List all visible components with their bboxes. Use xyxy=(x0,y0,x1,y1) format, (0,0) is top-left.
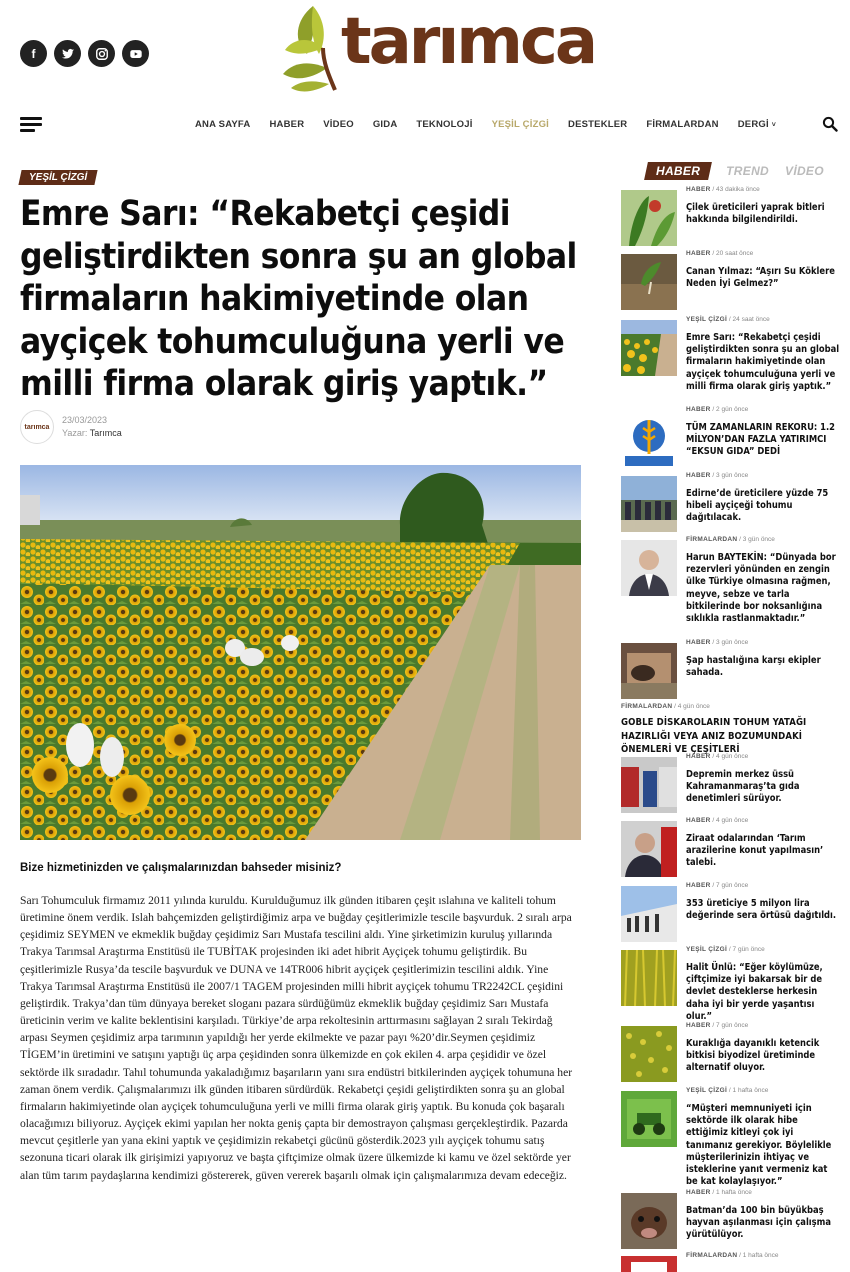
social-links xyxy=(20,40,149,67)
item-title[interactable]: “Müşteri memnuniyeti için sektörde ilk olarak hibe ettiğimiz kitleyi çok iyi tanımanız gerekiyor. Böylelikle müşterilerinizin ihtiyaç ve isteklerine yanıt vermeniz kat be kat kolaylaşıyor.” xyxy=(686,1103,832,1188)
author-label: Yazar: xyxy=(62,428,88,438)
item-title[interactable]: GOBLE DİSKAROLARIN TOHUM YATAĞI HAZIRLIĞI VEYA ANIZ BOZUMUNDAKİ ÖNEMLERİ VE ÇEŞİTLERİ xyxy=(621,717,807,755)
sidebar-tabs xyxy=(646,162,840,180)
twitter-icon[interactable] xyxy=(54,40,81,67)
item-time: 7 gün önce xyxy=(716,1022,749,1029)
site-logo[interactable] xyxy=(283,2,596,94)
item-title[interactable]: Halit Ünlü: “Eğer köylümüze, çiftçimize iyi bakarsak bir de devlet desteklerse herkesin daha iyi bir yerde yaşantısı olur.” xyxy=(686,962,823,1022)
logo-wordmark: tarımca xyxy=(341,5,596,79)
item-title[interactable]: TÜM ZAMANLARIN REKORU: 1.2 MİLYON’DAN FAZLA YATIRIMCI “EKSUN GIDA” DEDİ xyxy=(686,422,835,458)
news-thumbnail[interactable] xyxy=(621,1091,677,1147)
search-icon[interactable] xyxy=(822,116,838,132)
news-thumbnail[interactable] xyxy=(621,190,677,246)
nav-item-gida[interactable]: GIDA xyxy=(372,119,398,130)
item-title[interactable]: Şap hastalığına karşı ekipler sahada. xyxy=(686,655,821,679)
item-time: 3 gün önce xyxy=(716,639,749,646)
news-thumbnail[interactable] xyxy=(621,320,677,376)
item-title[interactable]: Harun BAYTEKİN: “Dünyada bor rezervleri yönünden en zengin ülke Türkiye olmasına rağmen, meyve, sebze ve tarla bitkilerinde bor noksanlığına sıklıkla rastlanmaktadır.” xyxy=(686,552,836,625)
tab-trend[interactable]: TREND xyxy=(726,164,770,178)
item-time: 7 gün önce xyxy=(732,946,765,953)
hamburger-menu-icon[interactable] xyxy=(20,117,42,135)
article-title: Emre Sarı: “Rekabetçi çeşidi geliştirdikten sonra şu an global firmaların hakimiyetinde olan ayçiçek tohumculuğuna yerli ve milli firma olarak giriş yaptık.” xyxy=(20,194,577,404)
item-category[interactable]: YEŞİL ÇİZGİ xyxy=(686,1087,728,1094)
news-thumbnail[interactable] xyxy=(621,1256,677,1272)
item-title[interactable]: 353 üreticiye 5 milyon lira değerinde sera örtüsü dağıtıldı. xyxy=(686,898,837,922)
item-category[interactable]: HABER xyxy=(686,817,711,824)
nav-item-yesil-cizgi[interactable]: YEŞİL ÇİZGİ xyxy=(491,119,550,130)
news-thumbnail[interactable] xyxy=(621,643,677,699)
nav-menu xyxy=(195,119,795,130)
chevron-down-icon: ˅ xyxy=(771,122,776,129)
news-thumbnail[interactable] xyxy=(621,950,677,1006)
item-category[interactable]: HABER xyxy=(686,472,711,479)
item-time: 4 gün önce xyxy=(716,753,749,760)
interview-question: Bize hizmetinizden ve çalışmalarınızdan bahseder misiniz? xyxy=(20,862,342,874)
nav-item-teknoloji[interactable]: TEKNOLOJİ xyxy=(416,119,473,130)
youtube-icon[interactable] xyxy=(122,40,149,67)
nav-item-haber[interactable]: HABER xyxy=(269,119,305,130)
item-time: 20 saat önce xyxy=(716,250,754,257)
item-time: 4 gün önce xyxy=(677,703,710,710)
author-avatar[interactable]: tarımca xyxy=(20,410,54,444)
nav-item-video[interactable]: VİDEO xyxy=(323,119,354,130)
item-category[interactable]: FİRMALARDAN xyxy=(621,703,673,710)
item-category[interactable]: HABER xyxy=(686,186,711,193)
news-thumbnail[interactable] xyxy=(621,540,677,596)
tab-video[interactable]: VİDEO xyxy=(785,164,824,178)
nav-item-firmalardan[interactable]: FİRMALARDAN xyxy=(646,119,719,130)
item-title[interactable]: Batman’da 100 bin büyükbaş hayvan aşılanması için çalışma yürütülüyor. xyxy=(686,1205,832,1241)
author-name[interactable]: Tarımca xyxy=(89,428,122,438)
item-category[interactable]: HABER xyxy=(686,1022,711,1029)
article-meta xyxy=(62,414,122,440)
item-category[interactable]: YEŞİL ÇİZGİ xyxy=(686,316,728,323)
article-hero-image xyxy=(20,465,581,840)
item-title[interactable]: Ziraat odalarından ‘Tarım arazilerine konut yapılmasın’ talebi. xyxy=(686,833,824,869)
author-box xyxy=(20,410,122,444)
article-category-badge[interactable]: YEŞİL ÇİZGİ xyxy=(18,170,97,185)
item-time: 1 hafta önce xyxy=(716,1189,752,1196)
news-thumbnail[interactable] xyxy=(621,1193,677,1249)
facebook-icon[interactable]: f xyxy=(20,40,47,67)
main-navigation xyxy=(0,113,850,137)
news-thumbnail[interactable] xyxy=(621,886,677,942)
item-category[interactable]: HABER xyxy=(686,639,711,646)
nav-item-ana-sayfa[interactable]: ANA SAYFA xyxy=(195,119,251,130)
news-thumbnail[interactable] xyxy=(621,821,677,877)
item-time: 3 gün önce xyxy=(742,536,775,543)
item-title[interactable]: Emre Sarı: “Rekabetçi çeşidi geliştirdikten sonra şu an global firmaların hakimiyetinde olan ayçiçek tohumculuğuna yerli ve milli firma olarak giriş yaptık.” xyxy=(686,332,840,392)
item-title[interactable]: Çilek üreticileri yaprak bitleri hakkında bilgilendirildi. xyxy=(686,202,825,226)
item-time: 1 hafta önce xyxy=(742,1252,779,1259)
article-date: 23/03/2023 xyxy=(62,415,108,425)
news-thumbnail[interactable] xyxy=(621,757,677,813)
tab-haber[interactable]: HABER xyxy=(644,162,712,180)
item-category[interactable]: FİRMALARDAN xyxy=(686,1252,738,1259)
item-title[interactable]: Edirne’de üreticilere yüzde 75 hibeli ayçiçeği tohumu dağıtılacak. xyxy=(686,488,829,524)
item-time: 7 gün önce xyxy=(716,882,749,889)
item-time: 4 gün önce xyxy=(716,817,749,824)
item-time: 2 gün önce xyxy=(716,406,749,413)
item-title[interactable]: Depremin merkez üssü Kahramanmaraş’ta gıda denetimleri sürüyor. xyxy=(686,769,800,805)
item-category[interactable]: HABER xyxy=(686,753,711,760)
item-time: 43 dakika önce xyxy=(716,186,760,193)
item-time: 3 gün önce xyxy=(716,472,749,479)
item-title[interactable]: Canan Yılmaz: “Aşırı Su Köklere Neden İyi Gelmez?” xyxy=(686,266,835,290)
item-category[interactable]: YEŞİL ÇİZGİ xyxy=(686,946,728,953)
item-category[interactable]: HABER xyxy=(686,882,711,889)
article-body: Sarı Tohumculuk firmamız 2011 yılında kuruldu. Kurulduğumuz ilk günden itibaren çeşit ıslahına ve kaliteli tohum üretimine önem verdik. Islah bahçemizden geliştirdiğimiz arpa ve buğday çeşitlerimizle tescile başvurduk. 2 sıralı arpa çeşidimiz SEYMEN ve ekmeklik buğday çeşidimiz Sarı Mustafa tescilini aldı. Yine şirketimizin kuruluş yıllarında Trakya Tarımsal Araştırma Enstitüsü ile TUBİTAK projesinden iki adet hibrit Ayçiçek tohumu geliştirdik. Bu çeşitlerimizle Rusya’da tescile başvurduk ve DUNA ve 14TR006 hibrit ayçiçek çeşitlerimizin tescilini aldık. Yine Trakya Tarımsal Araştırma Enstitüsü ile 2007/1 TAGEM projesinden milli hibrit ayçiçek tohumu TR2242CL çeşidini geliştirdik. Trakya’dan tüm dünyaya bereket sloganı pazara sürdüğümüz ekmeklik buğday çeşidimiz Sarı Mustafa üreticinin verim ve kalite beklentisini karşıladı. Türkiye’de arpa rekoltesinin arttırmasını sağlayan 2 sıralı Tekirdağ arpası Seymen çeşidimiz arpa tarımının yapıldığı her yerde ekilmekte ve pazar payı %20’dir.Seymen çeşidimiz TİGEM’in üretimini ve satışını yaptığı üç arpa çeşidinden sonra ülkemizde en çok ekilen 4. arpa çeşididir ve özel sektörde ilk sıradadır. Tahıl tohumunda yakaladığımız başarıların yanı sıra endüstri bitkilerinden ayçiçek tohumuna her zaman önem verdik. Çalışmalarımızı ilk günden itibaren sürdürdük. Rekabetçi çeşidi geliştirdikten sonra şu an global firmaların hakimiyetinde olan ayçiçek tohumculuğuna yerli ve milli firma olarak giriş yaptık. Bu konuda çok başaralı olacağımızı biliyoruz. Ayçiçek ekimi yapılan her nokta geniş çapta bir demostrayon çalışması gerçekleştirdik. Pazarda mevcut çeşitlerle yan yana ekini yaptık ve çeşidimizin rekabetçi gücünü gösterdik.2023 yılı ayçiçek tohumu satış sezonuna ticari olarak ilk girişimizi yapıyoruz ve başta çiftçimize olmak üzere ülkemizde ki kamu ve özel sektörde yer alan tüm tarım paydaşlarına kendimizi göstererek, güven vererek başarılı olmak için çalışmalarımıza devam edeceğiz. xyxy=(20,894,573,1182)
item-category[interactable]: HABER xyxy=(686,406,711,413)
item-category[interactable]: HABER xyxy=(686,250,711,257)
instagram-icon[interactable] xyxy=(88,40,115,67)
item-time: 1 hafta önce xyxy=(732,1087,769,1094)
item-title[interactable]: Kuraklığa dayanıklı ketencik bitkisi biyodizel üretiminde alternatif oluyor. xyxy=(686,1038,820,1074)
item-category[interactable]: HABER xyxy=(686,1189,711,1196)
item-time: 24 saat önce xyxy=(732,316,770,323)
nav-item-destekler[interactable]: DESTEKLER xyxy=(568,119,628,130)
news-thumbnail[interactable] xyxy=(621,254,677,310)
nav-item-dergi[interactable]: DERGİ ˅ xyxy=(737,119,776,130)
news-thumbnail[interactable] xyxy=(621,476,677,532)
item-category[interactable]: FİRMALARDAN xyxy=(686,536,738,543)
news-thumbnail[interactable] xyxy=(621,1026,677,1082)
news-thumbnail[interactable] xyxy=(621,410,677,466)
